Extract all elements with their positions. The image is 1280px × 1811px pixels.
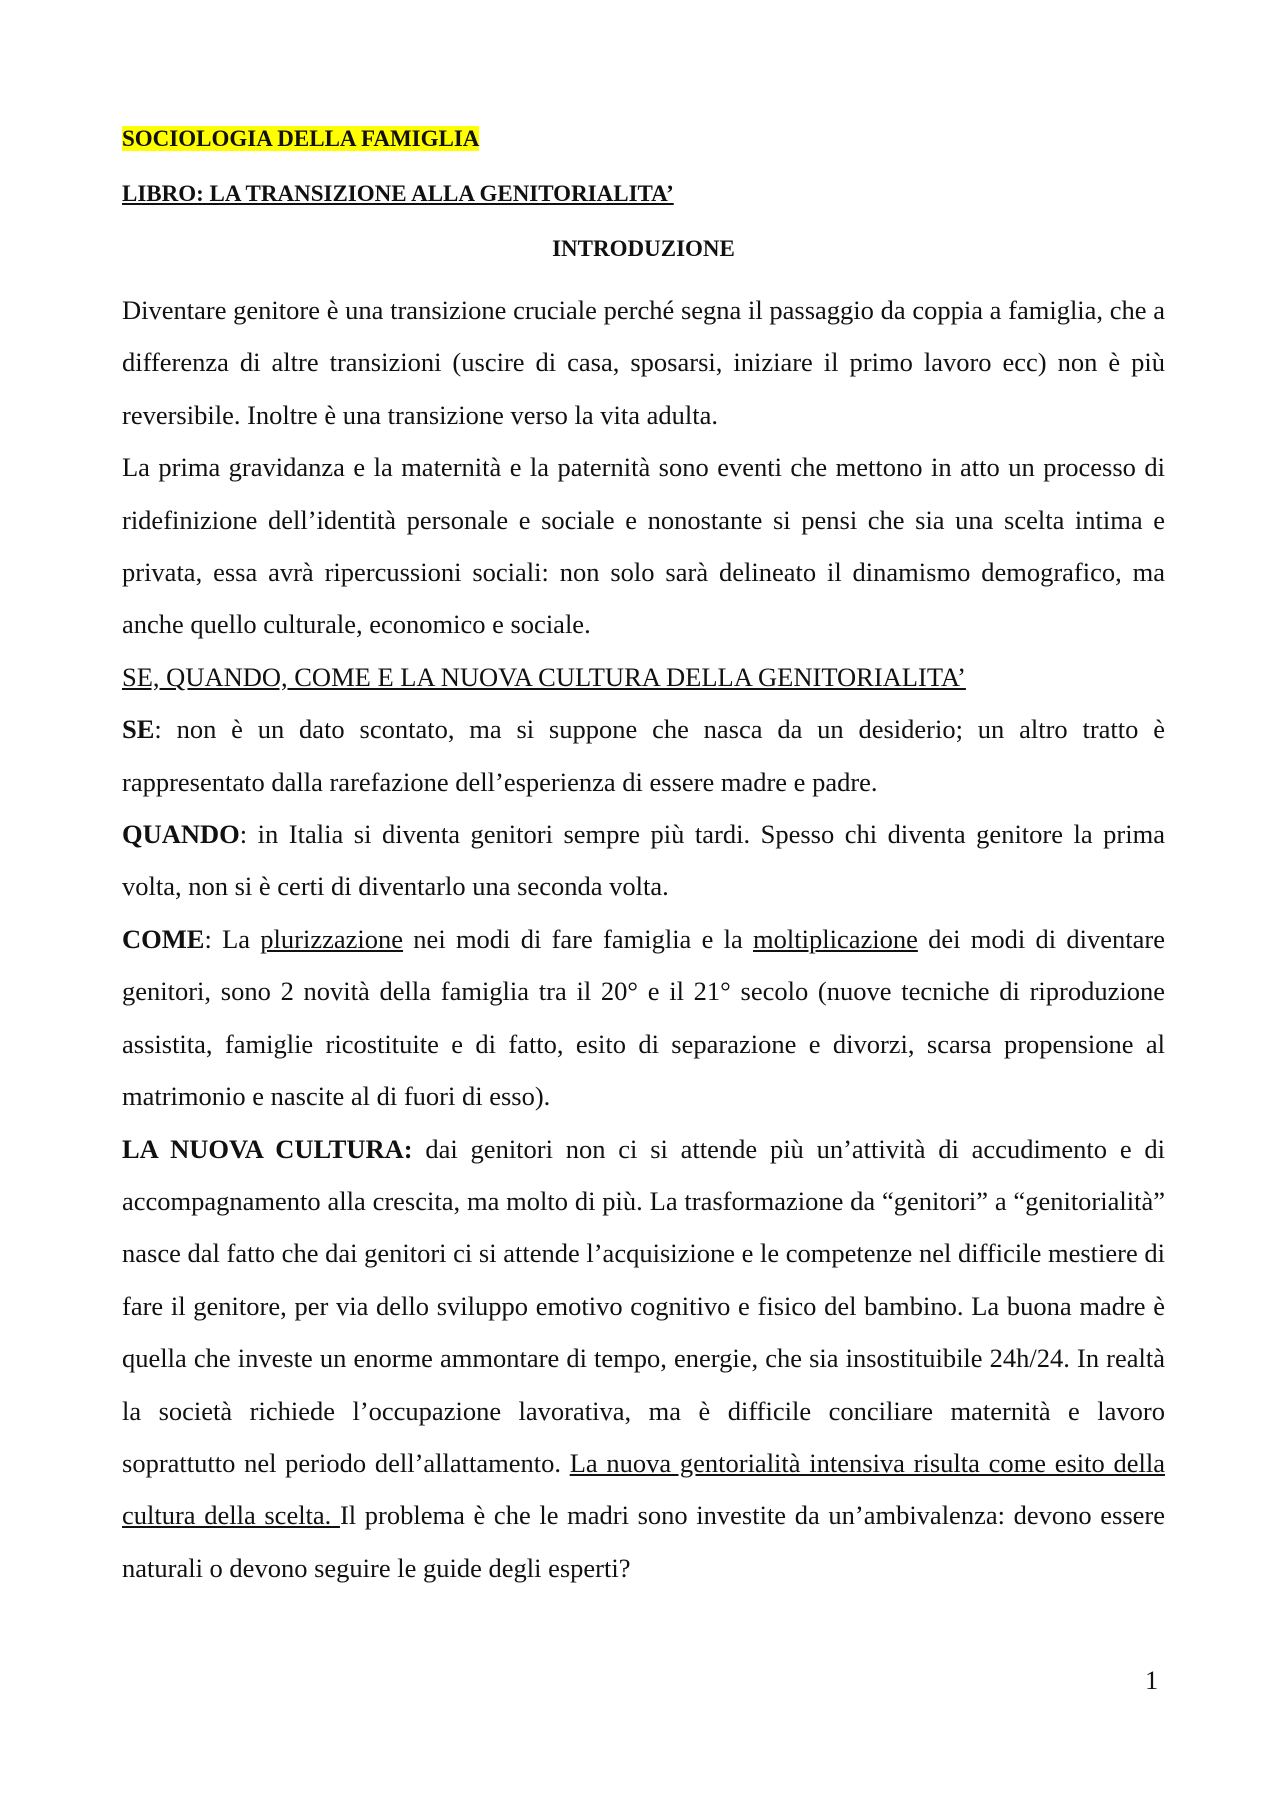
page-number: 1 (1145, 1665, 1159, 1695)
intro-paragraph-2: La prima gravidanza e la maternità e la paternità sono eventi che mettono in atto un processo di ridefinizione dell’identità personale e sociale e nonostante si pensi che sia una scelta intima e privata, essa avrà ripercussioni sociali: non solo sarà delineato il dinamismo demografico, ma anche quello culturale, economico e sociale. (122, 452, 1165, 640)
underlined-moltiplicazione: moltiplicazione (753, 923, 918, 954)
paragraph-se (122, 703, 1165, 808)
text-come-a: : La (204, 923, 261, 954)
title-highlight: SOCIOLOGIA DELLA FAMIGLIA (122, 126, 480, 151)
text-come-b: nei modi di fare famiglia e la (403, 923, 754, 954)
term-nuova-cultura: LA NUOVA CULTURA: (122, 1133, 413, 1164)
book-heading: LIBRO: LA TRANSIZIONE ALLA GENITORIALITA’ (122, 181, 674, 206)
term-se: SE (122, 714, 155, 745)
document-title (122, 123, 1165, 155)
document-body (122, 123, 1165, 1594)
paragraph-quando (122, 808, 1165, 913)
term-come: COME (122, 923, 205, 954)
text-se: : non è un dato scontato, ma si suppone che nasca da un desiderio; un altro tratto è rappresentato dalla rarefazione dell’esperienza di essere madre e padre. (122, 714, 1165, 797)
underlined-plurizzazione: plurizzazione (260, 923, 404, 954)
text-nuova-cultura-b: Il problema è che le madri sono investite da un’ambivalenza: devono essere naturali o devono seguire le guide degli esperti? (122, 1500, 1165, 1583)
paragraph-nuova-cultura (122, 1123, 1165, 1595)
paragraph-come (122, 913, 1165, 1123)
intro-paragraph-1: Diventare genitore è una transizione cruciale perché segna il passaggio da coppia a famiglia, che a differenza di altre transizioni (uscire di casa, sposarsi, iniziare il primo lavoro ecc) non è più reversibile. Inoltre è una transizione verso la vita adulta. (122, 295, 1165, 430)
subsection-heading: SE, QUANDO, COME E LA NUOVA CULTURA DELLA GENITORIALITA’ (122, 661, 966, 692)
text-quando: : in Italia si diventa genitori sempre più tardi. Spesso chi diventa genitore la prima volta, non si è certi di diventarlo una seconda volta. (122, 819, 1165, 902)
text-nuova-cultura-a: dai genitori non ci si attende più un’attività di accudimento e di accompagnamento alla crescita, ma molto di più. La trasformazione da “genitori” a “genitorialità” nasce dal fatto che dai genitori ci si attende l’acquisizione e le competenze nel difficile mestiere di fare il genitore, per via dello sviluppo emotivo cognitivo e fisico del bambino. La buona madre è quella che investe un enorme ammontare di tempo, energie, che sia insostituibile 24h/24. In realtà la società richiede l’occupazione lavorativa, ma è difficile conciliare maternità e lavoro soprattutto nel periodo dell’allattamento. (122, 1133, 1165, 1478)
text-come-c: dei modi di diventare genitori, sono 2 novità della famiglia tra il 20° e il 21° secolo (nuove tecniche di riproduzione assistita, famiglie ricostituite e di fatto, esito di separazione e divorzi, scarsa propensione al matrimonio e nascite al di fuori di esso). (122, 923, 1165, 1112)
section-heading-introduzione: INTRODUZIONE (552, 236, 735, 261)
underlined-nuova-genitorialita: La nuova gentorialità intensiva risulta come esito della cultura della scelta. (122, 1447, 1165, 1531)
term-quando: QUANDO (122, 819, 240, 850)
